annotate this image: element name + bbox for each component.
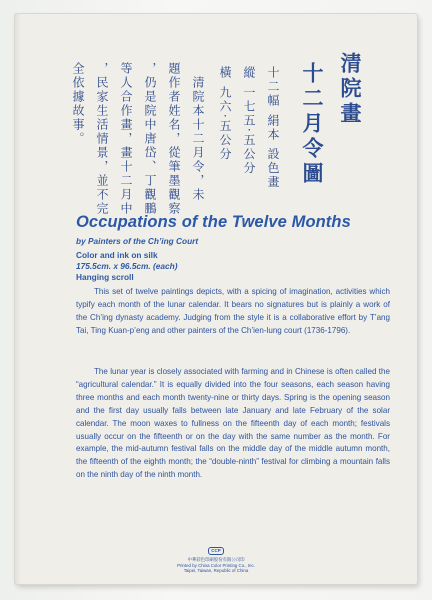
english-subtitle: by Painters of the Ch’ing Court bbox=[76, 236, 199, 246]
chinese-desc-col2: 題作者姓名，從筆墨觀察 bbox=[167, 62, 181, 216]
format-line: Hanging scroll bbox=[76, 272, 134, 282]
size-line: 175.5cm. x 96.5cm. (each) bbox=[76, 261, 178, 271]
chinese-desc-col4: 等人合作畫，畫十二月中 bbox=[119, 62, 133, 216]
publisher-line-1: Printed by China Color Printing Co., Inc. bbox=[177, 562, 255, 568]
chinese-spec-col2: 縱 一七五·五公分 bbox=[242, 66, 256, 176]
paragraph-1: This set of twelve paintings depicts, with a spicing of imagination, activities which typify each month of the lunar calendar. It bears no signatures but is plainly a work of the Ch’ing dynasty academy. Judging from the style it is a collaborative effort by T’ang Tai, Ting Kuan-p’eng and other painters of the Ch’ien-lung court (1736-1796). bbox=[76, 287, 390, 335]
chinese-desc-col5: ，民家生活情景，並不完 bbox=[95, 62, 109, 216]
medium-line: Color and ink on silk bbox=[76, 250, 158, 260]
chinese-spec-col1: 十二幅 絹本 設色畫 bbox=[266, 66, 280, 190]
publisher-chinese-line: 中華彩色印刷股份有限公司印 bbox=[187, 557, 245, 562]
chinese-desc-col3: ，仍是院中唐岱、丁觀鵬 bbox=[143, 62, 157, 216]
publisher-line-2: Taipei, Taiwan, Republic of China bbox=[183, 568, 249, 574]
english-title: Occupations of the Twelve Months bbox=[76, 213, 351, 231]
cover-edge-shadow bbox=[15, 14, 21, 584]
artwork-specs bbox=[76, 250, 177, 283]
chinese-spec-col3: 橫 九六·五公分 bbox=[218, 66, 232, 162]
chinese-desc-col1: 清院本十二月令，未 bbox=[191, 76, 205, 202]
publisher-imprint bbox=[161, 539, 271, 574]
paragraph-2: The lunar year is closely associated with farming and in Chinese is often called the “agricultural calendar.” It is equally divided into the four seasons, each season having three months and each month twenty-nine or thirty days. Spring is the opening season and the first day usually falls between late January and late February of the solar calendar. The moon waxes to fullness on the fifteenth day of each month; festivals usually occur on the fifteenth or on the day with the same number as the month. For example, the mid-autumn festival falls on the middle day of the middle autumn month, the fifteenth of the eighth month; the “double-ninth” festival for climbing a mountain falls on the ninth day of the ninth month. bbox=[76, 367, 390, 480]
publisher-logo-icon: CCP bbox=[208, 547, 224, 555]
chinese-title-col1: 清院畫 bbox=[338, 52, 363, 127]
chinese-title-col2: 十二月令圖 bbox=[300, 62, 325, 187]
book-cover bbox=[15, 14, 417, 584]
chinese-desc-col6: 全依據故事。 bbox=[71, 62, 85, 146]
